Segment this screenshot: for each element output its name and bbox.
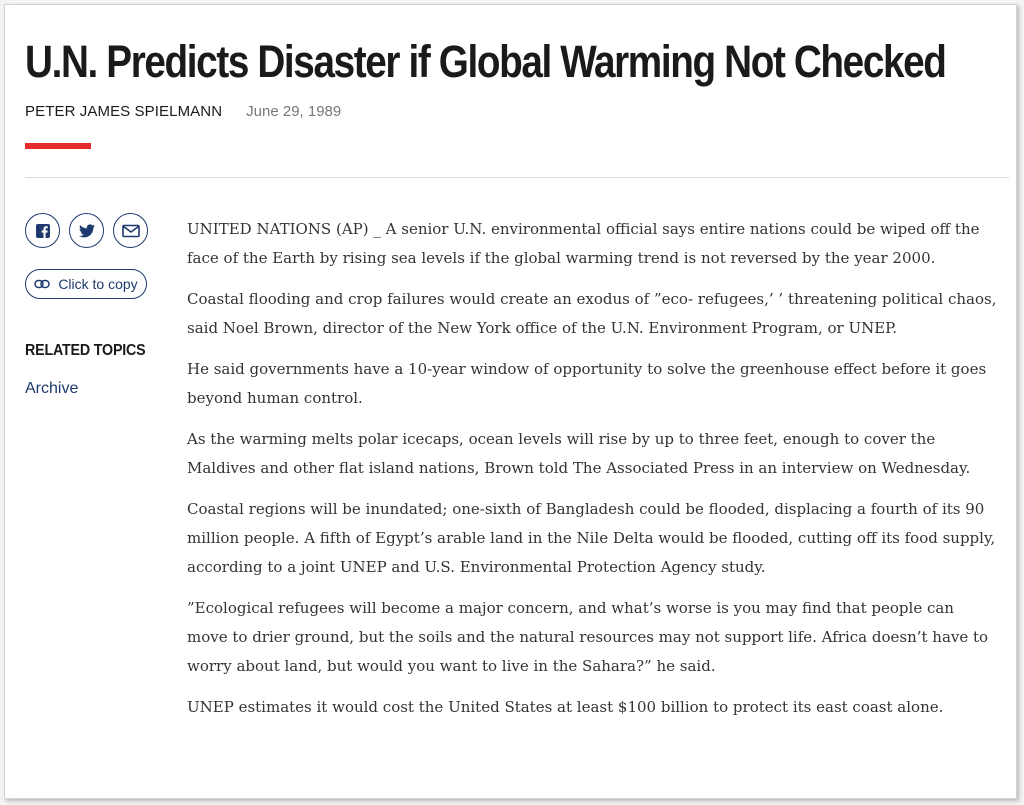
article-paragraph: Coastal flooding and crop failures would create an exodus of ”eco- refugees,’ ’ threatening political chaos, said Noel Brown, director of the New York office of the U.N. Environment Program, or UNEP. — [187, 290, 997, 337]
copy-link-label: Click to copy — [58, 276, 138, 292]
topic-link-archive[interactable]: Archive — [25, 380, 79, 397]
article-paragraph: ”Ecological refugees will become a major concern, and what’s worse is you may find that people can move to drier ground, but the soils and the natural resources may not support life. Africa doesn’t have to worry about land, but would you want to live in the Sahara?” he said. — [187, 599, 989, 675]
article-paragraph: He said governments have a 10-year window of opportunity to solve the greenhouse effect before it goes beyond human control. — [187, 360, 987, 407]
facebook-share-button[interactable] — [25, 213, 60, 248]
email-share-button[interactable] — [113, 213, 148, 248]
twitter-share-button[interactable] — [69, 213, 104, 248]
article-paragraph: Coastal regions will be inundated; one-sixth of Bangladesh could be flooded, displacing a fourth of its 90 million people. A fifth of Egypt’s arable land in the Nile Delta would be flooded, cutting off its food supply, according to a joint UNEP and U.S. Environmental Protection Agency study. — [187, 500, 996, 576]
article-paragraph: UNITED NATIONS (AP) _ A senior U.N. environmental official says entire nations could be wiped off the face of the Earth by rising sea levels if the global warming trend is not reversed by the year 2000. — [187, 220, 980, 267]
article-paragraph: As the warming melts polar icecaps, ocean levels will rise by up to three feet, enough to cover the Maldives and other flat island nations, Brown told The Associated Press in an interview on Wednesday. — [187, 430, 971, 477]
header-divider — [25, 177, 1009, 178]
byline — [25, 102, 341, 122]
facebook-icon — [36, 224, 50, 238]
headline: U.N. Predicts Disaster if Global Warming Not Checked — [25, 36, 946, 87]
share-buttons — [25, 213, 148, 248]
link-icon — [34, 278, 50, 290]
copy-link-button[interactable] — [25, 269, 147, 299]
related-topics-heading: RELATED TOPICS — [25, 342, 146, 359]
article-page — [4, 4, 1017, 799]
article-body — [187, 215, 999, 734]
author-name: PETER JAMES SPIELMANN — [25, 103, 223, 120]
twitter-icon — [79, 224, 95, 238]
article-paragraph: UNEP estimates it would cost the United States at least $100 billion to protect its east coast alone. — [187, 698, 944, 716]
email-icon — [122, 224, 140, 238]
publish-date: June 29, 1989 — [246, 103, 342, 120]
headline-accent-bar — [25, 143, 91, 149]
